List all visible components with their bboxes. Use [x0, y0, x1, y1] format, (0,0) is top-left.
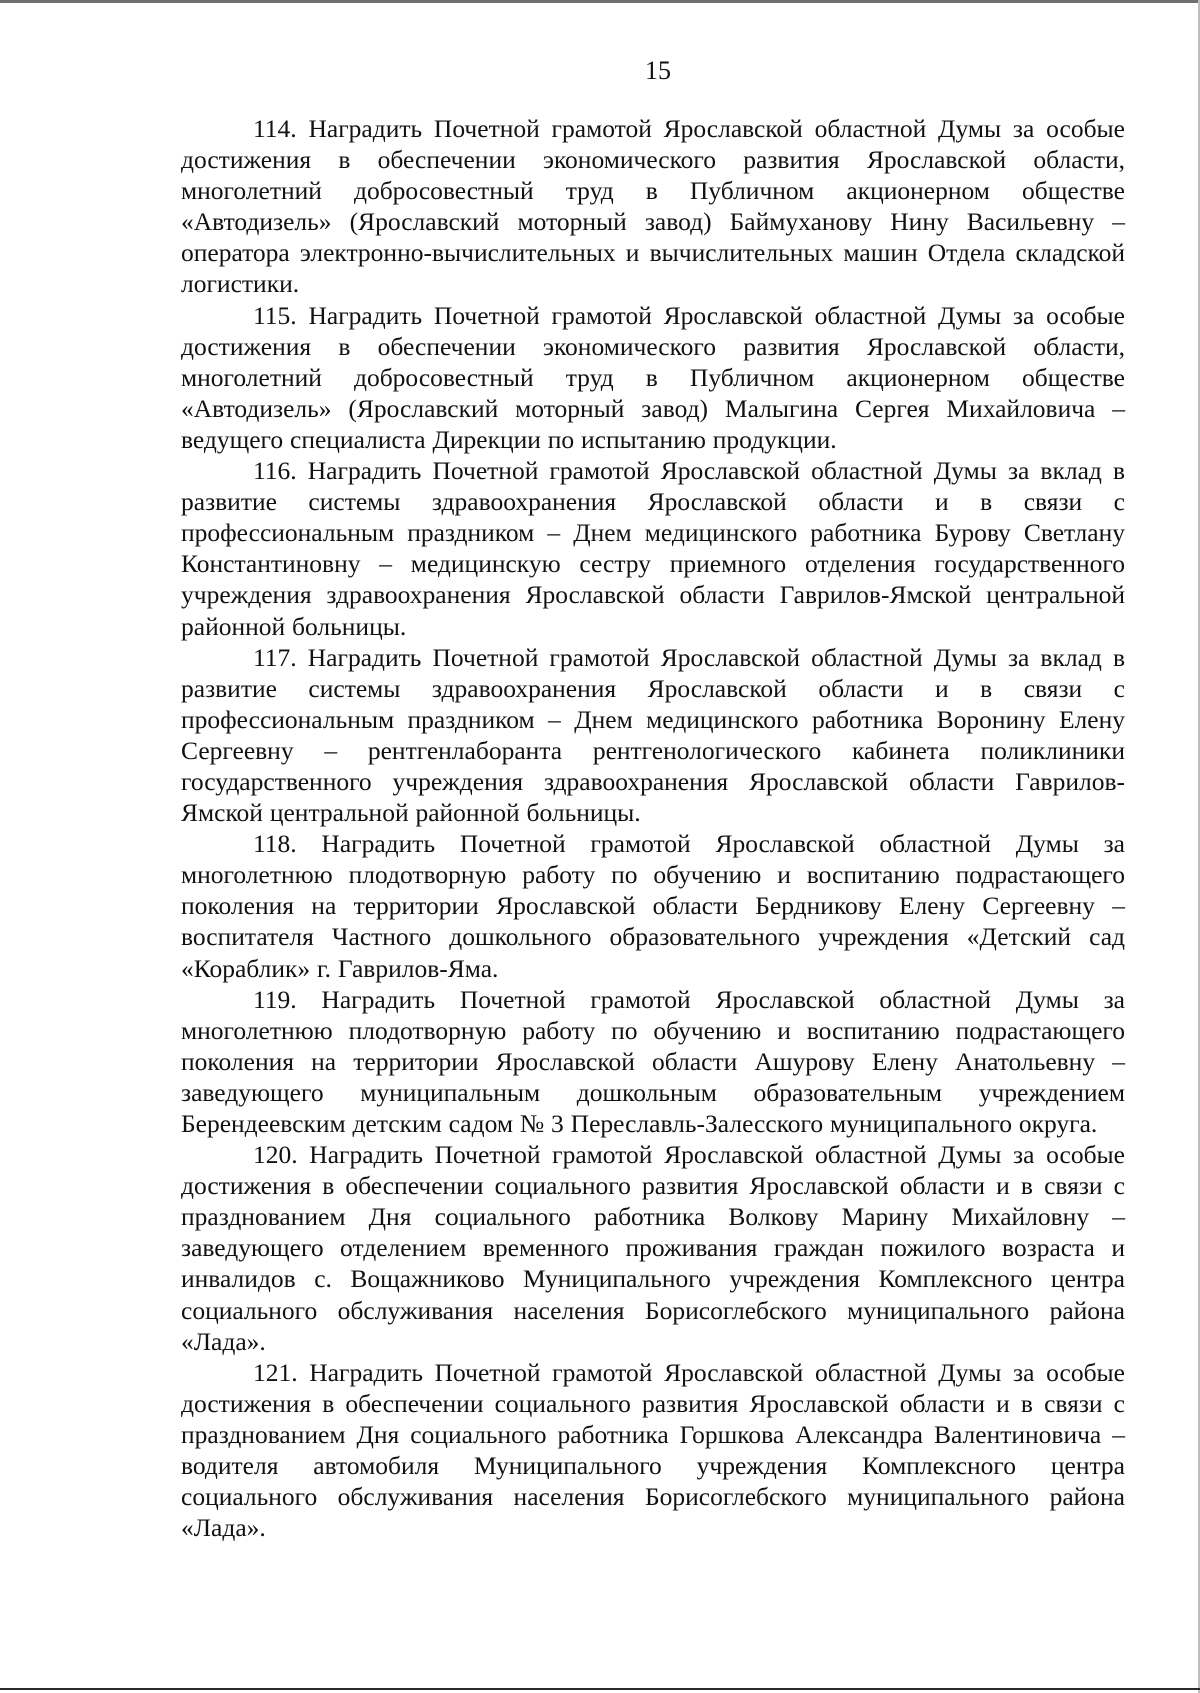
- paragraph-114: 114. Наградить Почетной грамотой Ярославской областной Думы за особые достижения в обеспечении экономического развития Ярославской области, многолетний добросовестный труд в Публичном акционерном обществе «Автодизель» (Ярославский моторный завод) Баймуханову Нину Васильевну – оператора электронно-вычислительных и вычислительных машин Отдела складской логистики.: [181, 114, 1125, 299]
- paragraph-116: 116. Наградить Почетной грамотой Ярославской областной Думы за вклад в развитие системы здравоохранения Ярославской области и в связи с профессиональным праздником – Днем медицинского работника Бурову Светлану Константиновну – медицинскую сестру приемного отделения государственного учреждения здравоохранения Ярославской области Гаврилов-Ямской центральной районной больницы.: [181, 456, 1125, 641]
- scan-edge-bottom: [0, 1688, 1200, 1690]
- scan-edge-top: [0, 0, 1200, 3]
- paragraph-120: 120. Наградить Почетной грамотой Ярославской областной Думы за особые достижения в обеспечении социального развития Ярославской области и в связи с празднованием Дня социального работника Волкову Марину Михайловну – заведующего отделением временного проживания граждан пожилого возраста и инвалидов с. Вощажниково Муниципального учреждения Комплексного центра социального обслуживания населения Борисоглебского муниципального района «Лада».: [181, 1140, 1125, 1356]
- paragraph-119: 119. Наградить Почетной грамотой Ярославской областной Думы за многолетнюю плодотворную работу по обучению и воспитанию подрастающего поколения на территории Ярославской области Ашурову Елену Анатольевну – заведующего муниципальным дошкольным образовательным учреждением Берендеевским детским садом № 3 Переславль-Залесского муниципального округа.: [181, 984, 1125, 1138]
- document-body: [181, 113, 1125, 1543]
- paragraph-118: 118. Наградить Почетной грамотой Ярославской областной Думы за многолетнюю плодотворную работу по обучению и воспитанию подрастающего поколения на территории Ярославской области Бердникову Елену Сергеевну – воспитателя Частного дошкольного образовательного учреждения «Детский сад «Кораблик» г. Гаврилов-Яма.: [181, 829, 1125, 983]
- page-number: 15: [645, 56, 671, 85]
- paragraph-121: 121. Наградить Почетной грамотой Ярославской областной Думы за особые достижения в обеспечении социального развития Ярославской области и в связи с празднованием Дня социального работника Горшкова Александра Валентиновича – водителя автомобиля Муниципального учреждения Комплексного центра социального обслуживания населения Борисоглебского муниципального района «Лада».: [181, 1357, 1125, 1543]
- paragraph-117: 117. Наградить Почетной грамотой Ярославской областной Думы за вклад в развитие системы здравоохранения Ярославской области и в связи с профессиональным праздником – Днем медицинского работника Воронину Елену Сергеевну – рентгенлаборанта рентгенологического кабинета поликлиники государственного учреждения здравоохранения Ярославской области Гаврилов-Ямской центральной районной больницы.: [181, 642, 1125, 828]
- paragraph-115: 115. Наградить Почетной грамотой Ярославской областной Думы за особые достижения в обеспечении экономического развития Ярославской области, многолетний добросовестный труд в Публичном акционерном обществе «Автодизель» (Ярославский моторный завод) Малыгина Сергея Михайловича – ведущего специалиста Дирекции по испытанию продукции.: [181, 300, 1125, 454]
